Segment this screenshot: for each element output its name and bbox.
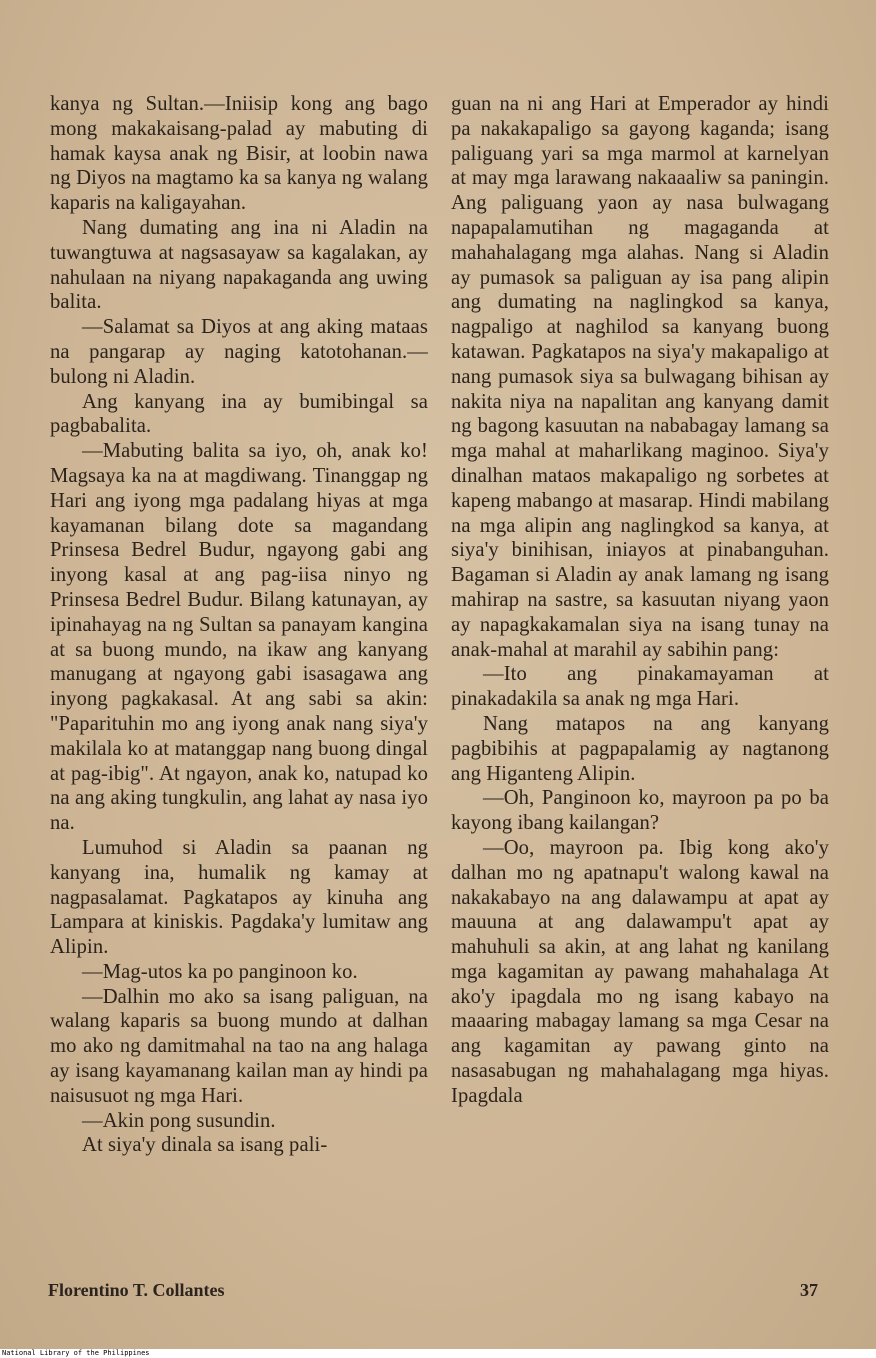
paragraph: —Salamat sa Diyos at ang aking mataas na pangarap ay naging katotohanan.—bulong ni Aladin. bbox=[50, 316, 428, 388]
paragraph: —Dalhin mo ako sa isang paliguan, na walang kaparis sa buong mundo at dalhan mo ako ng damitmahal na tao na ang halaga ay isang kayamanang kailan man ay hindi pa naisusuot ng mga Hari. bbox=[50, 985, 428, 1107]
paragraph: Nang dumating ang ina ni Aladin na tuwangtuwa at nagsasayaw sa kagalakan, ay nahulaan na niyang napakaganda ang uwing balita. bbox=[50, 216, 428, 314]
author-footer: Florentino T. Collantes bbox=[48, 1280, 225, 1300]
library-credit: National Library of the Philippines bbox=[0, 1349, 876, 1358]
left-text-column bbox=[50, 92, 428, 1158]
paragraph: Ang kanyang ina ay bumibingal sa pagbabalita. bbox=[50, 390, 428, 438]
right-text-column bbox=[451, 92, 829, 1109]
paragraph: Nang matapos na ang kanyang pagbibihis at pagpapalamig ay nagtanong ang Higanteng Alipin. bbox=[451, 712, 829, 785]
paragraph: Lumuhod si Aladin sa paanan ng kanyang ina, humalik ng kamay at nagpasalamat. Pagkatapos ay kinuha ang Lampara at kiniskis. Pagdaka'y lumitaw ang Alipin. bbox=[50, 836, 428, 959]
paragraph: kanya ng Sultan.—Iniisip kong ang bago mong makakaisang-palad ay mabuting di hamak kaysa anak ng Bisir, at loobin nawa ng Diyos na magtamo ka sa kanya ng walang kaparis na kaligayahan. bbox=[50, 93, 428, 215]
paragraph: —Oh, Panginoon ko, mayroon pa po ba kayong ibang kailangan? bbox=[451, 787, 829, 835]
paragraph: guan na ni ang Hari at Emperador ay hindi pa nakakapaligo sa gayong kaganda; isang paliguang yari sa mga marmol at karnelyan at may mga larawang nakaaaliw sa paningin. Ang paliguang yaon ay nasa bulwagang napapalamutihan ng magaganda at mahahalagang mga alahas. Nang si Aladin ay pumasok sa paliguan ay isa pang alipin ang dumating na naglingkod sa kanya, nagpaligo at naghilod sa kanyang buong katawan. Pagkatapos na siya'y makapaligo at nang pumasok siya sa bulwagang bihisan ay nakita niya na napalitan ang kanyang damit ng bagong kasuutan na nababagay lamang sa mga mahal at maharlikang maginoo. Siya'y dinalhan mataos makapaligo ng sorbetes at kapeng mabango at masarap. Hindi mabilang na mga alipin ang naglingkod sa kanya, at siya'y binihisan, iniayos at pinabanguhan. Bagaman si Aladin ay anak lamang ng isang mahirap na sastre, sa kasuutan niyang yaon ay napagkakamalan siya na isang tunay na anak-mahal at marahil ay sabihin pang: bbox=[451, 93, 829, 661]
page-number: 37 bbox=[800, 1280, 818, 1300]
paragraph: —Ito ang pinakamayaman at pinakadakila sa anak ng mga Hari. bbox=[451, 663, 829, 711]
paragraph: —Oo, mayroon pa. Ibig kong ako'y dalhan mo ng apatnapu't walong kawal na nakakabayo na ang dalawampu at apat ay mauuna at ang dalawampu't apat ay mahuhuli sa akin, at ang lahat ng kanilang mga kagamitan ay pawang mahahalaga At ako'y ipagdala mo ng isang kabayo na maaaring mabagay lamang sa mga Cesar na ang kagamitan ay pawang ginto na nasasabugan ng mahahalagang mga hiyas. Ipagdala bbox=[451, 836, 829, 1107]
paragraph: —Mabuting balita sa iyo, oh, anak ko! Magsaya ka na at magdiwang. Tinanggap ng Hari ang iyong mga padalang hiyas at mga kayamanan bilang dote sa magandang Prinsesa Bedrel Budur, ngayong gabi ang inyong kasal at ang pag-iisa ninyo ng Prinsesa Bedrel Budur. Bilang katunayan, ay ipinahayag na ng Sultan sa panayam kangina at sa buong mundo, na ikaw ang kanyang manugang at ngayong gabi isasagawa ang inyong pagkakasal. At ang sabi sa akin: "Paparituhin mo ang iyong anak nang siya'y makilala ko at matanggap nang buong dingal at pag-ibig". At ngayon, anak ko, natupad ko na ang aking tungkulin, ang lahat ay nasa iyo na. bbox=[50, 440, 428, 835]
paragraph: —Mag-utos ka po panginoon ko. bbox=[82, 960, 358, 983]
paragraph: —Akin pong susundin. bbox=[82, 1109, 276, 1132]
paragraph: At siya'y dinala sa isang pali- bbox=[82, 1134, 328, 1157]
